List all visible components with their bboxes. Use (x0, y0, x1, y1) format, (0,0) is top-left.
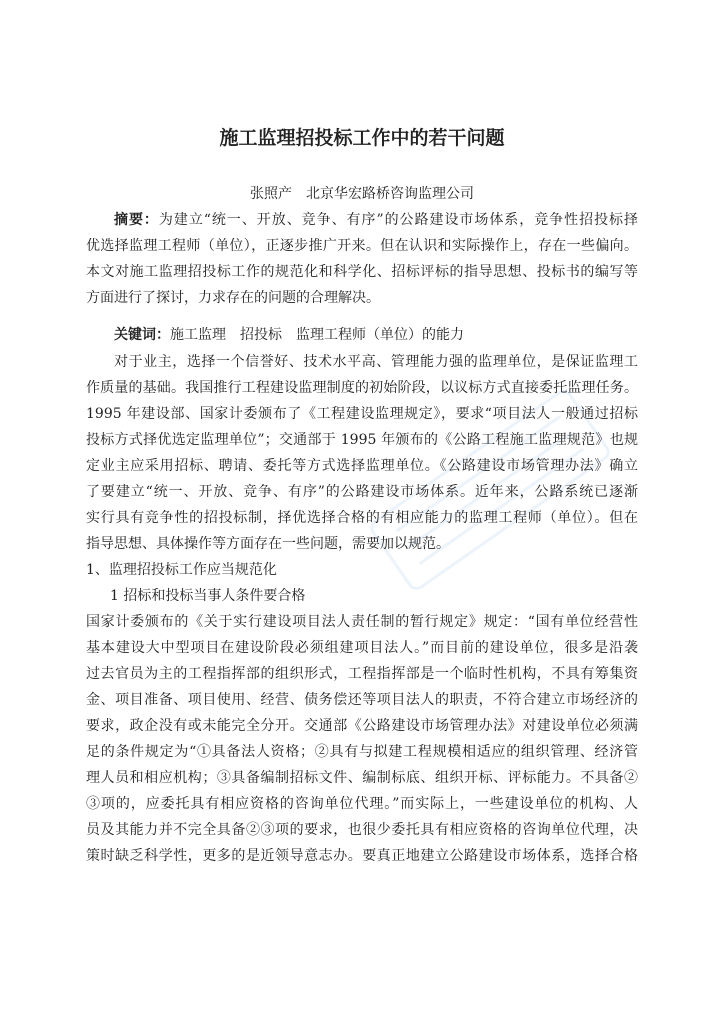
paragraph-line: 国家计委颁布的《关于实行建设项目法人责任制的暂行规定》规定：“国有单位经营性 (86, 614, 638, 630)
paragraph-line: 实行具有竞争性的招投标制，择优选择合格的有相应能力的监理工程师（单位）。但在 (86, 510, 638, 526)
paragraph-line: 定业主应采用招标、聘请、委托等方式选择监理单位。《公路建设市场管理办法》确立 (86, 458, 638, 474)
paragraph-line: 足的条件规定为“①具备法人资格；②具有与拟建工程规模相适应的组织管理、经济管 (86, 744, 638, 760)
paragraph-line: 基本建设大中型项目在建设阶段必须组建项目法人。”而目前的建设单位，很多是沿袭 (86, 640, 638, 656)
abstract-line: 方面进行了探讨，力求存在的问题的合理解决。 (86, 290, 380, 306)
author-line: 张照产 北京华宏路桥咨询监理公司 (250, 186, 474, 202)
document-title: 施工监理招投标工作中的若干问题 (219, 127, 505, 149)
paragraph-line: 过去官员为主的工程指挥部的组织形式，工程指挥部是一个临时性机构，不具有筹集资 (86, 666, 638, 682)
paragraph-line: 1995 年建设部、国家计委颁布了《工程建设监理规定》，要求“项目法人一般通过招标 (86, 406, 638, 422)
abstract-line: 优选择监理工程师（单位），正逐步推广开来。但在认识和实际操作上，存在一些偏向。 (86, 238, 638, 254)
abstract-line: 摘要：为建立“统一、开放、竞争、有序”的公路建设市场体系，竞争性招投标择 (114, 212, 638, 228)
paragraph-line: 员及其能力并不完全具备②③项的要求，也很少委托具有相应资格的咨询单位代理，决 (86, 822, 638, 838)
paragraph-line: 投标方式择优选定监理单位”；交通部于 1995 年颁布的《公路工程施工监理规范》也规 (86, 432, 638, 448)
abstract-label: 摘要： (114, 212, 159, 228)
paragraph-line: 作质量的基础。我国推行工程建设监理制度的初始阶段，以议标方式直接委托监理任务。 (86, 380, 638, 396)
paragraph-line: 金、项目准备、项目使用、经营、债务偿还等项目法人的职责，不符合建立市场经济的 (86, 692, 638, 708)
paragraph-line: 了要建立“统一、开放、竞争、有序”的公路建设市场体系。近年来，公路系统已逐渐 (86, 484, 638, 500)
paragraph-line: 指导思想、具体操作等方面存在一些问题，需要加以规范。 (86, 536, 450, 552)
keywords-line (86, 322, 638, 348)
paragraph-line: 理人员和相应机构；③具备编制招标文件、编制标底、组织开标、评标能力。不具备② (86, 770, 638, 786)
paragraph-line: ③项的，应委托具有相应资格的咨询单位代理。”而实际上，一些建设单位的机构、人 (86, 796, 638, 812)
keywords-label: 关键词： (114, 327, 170, 343)
section-heading: 1、监理招投标工作应当规范化 (86, 562, 277, 578)
abstract-line: 本文对施工监理招投标工作的规范化和科学化、招标评标的指导思想、投标书的编写等 (86, 264, 638, 280)
paragraph-line: 策时缺乏科学性，更多的是近领导意志办。要真正地建立公路建设市场体系，选择合格 (86, 848, 638, 864)
paragraph-line: 要求，政企没有或未能完全分开。交通部《公路建设市场管理办法》对建设单位必须满 (86, 718, 638, 734)
keywords-text: 施工监理 招投标 监理工程师（单位）的能力 (170, 327, 464, 343)
subsection-heading: 1 招标和投标当事人条件要合格 (110, 588, 306, 604)
paragraph-line: 对于业主，选择一个信誉好、技术水平高、管理能力强的监理单位，是保证监理工 (114, 354, 638, 370)
